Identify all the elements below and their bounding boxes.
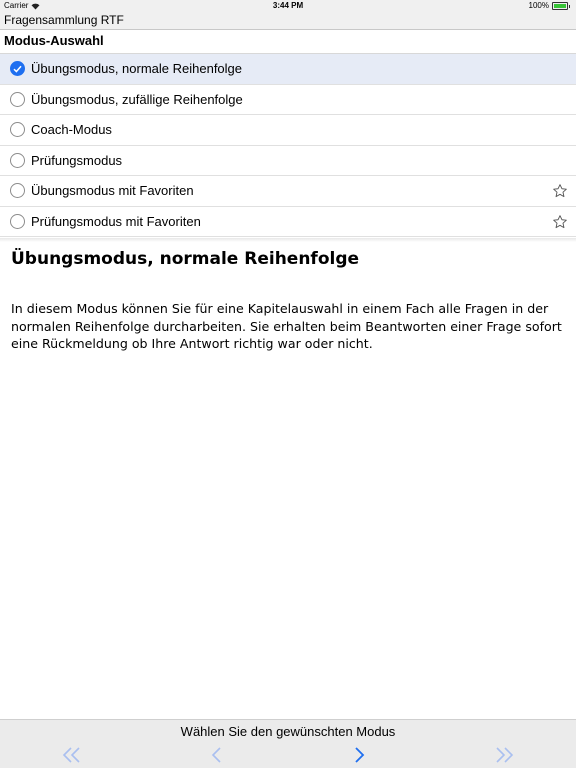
next-button[interactable]: [348, 746, 372, 764]
first-page-button[interactable]: [60, 746, 84, 764]
mode-item-coach-modus[interactable]: [0, 115, 576, 146]
radio-empty-icon: [10, 122, 25, 137]
mode-label: Prüfungsmodus: [31, 152, 123, 168]
mode-item-uebungsmodus-zufaellig[interactable]: [0, 85, 576, 116]
radio-empty-icon: [10, 92, 25, 107]
mode-label: Übungsmodus mit Favoriten: [31, 183, 194, 199]
bottom-toolbar: [0, 719, 576, 768]
mode-item-pruefungsmodus-favoriten[interactable]: [0, 207, 576, 238]
radio-empty-icon: [10, 214, 25, 229]
clock: 3:44 PM: [272, 1, 304, 10]
mode-item-uebungsmodus-favoriten[interactable]: [0, 176, 576, 207]
last-page-button[interactable]: [492, 746, 516, 764]
mode-label: Prüfungsmodus mit Favoriten: [31, 213, 201, 229]
app-title: Fragensammlung RTF: [4, 13, 124, 27]
checkmark-icon: [10, 61, 25, 76]
mode-item-uebungsmodus-normal[interactable]: [0, 54, 576, 85]
mode-list: [0, 54, 576, 237]
double-chevron-left-icon: [62, 746, 82, 764]
star-icon: [552, 183, 568, 199]
radio-empty-icon: [10, 183, 25, 198]
mode-label: Coach-Modus: [31, 122, 112, 138]
battery-icon: [552, 2, 568, 10]
chevron-left-icon: [210, 746, 222, 764]
battery-cap: [569, 5, 570, 8]
star-icon: [552, 214, 568, 230]
mode-item-pruefungsmodus[interactable]: [0, 146, 576, 177]
radio-empty-icon: [10, 153, 25, 168]
status-bar: [0, 0, 576, 12]
list-divider: [0, 238, 576, 242]
previous-button[interactable]: [204, 746, 228, 764]
battery-indicator: [529, 0, 570, 12]
toolbar-hint: Wählen Sie den gewünschten Modus: [180, 724, 396, 739]
section-header: [0, 30, 576, 54]
mode-description-text: In diesem Modus können Sie für eine Kapitelauswahl in einem Fach alle Fragen in der normalen Reihenfolge durcharbeiten. Sie erhalten beim Beantworten einer Frage sofort eine Rückmeldung ob Ihre Antwort richtig war oder nicht.: [11, 301, 562, 351]
section-title: Modus-Auswahl: [4, 33, 104, 48]
mode-description-title: Übungsmodus, normale Reihenfolge: [11, 249, 360, 269]
app-title-bar: [0, 12, 576, 30]
mode-label: Übungsmodus, normale Reihenfolge: [31, 61, 243, 77]
carrier-label: Carrier: [4, 1, 29, 10]
double-chevron-right-icon: [494, 746, 514, 764]
mode-label: Übungsmodus, zufällige Reihenfolge: [31, 91, 243, 107]
battery-percent: 100%: [528, 1, 549, 10]
chevron-right-icon: [354, 746, 366, 764]
